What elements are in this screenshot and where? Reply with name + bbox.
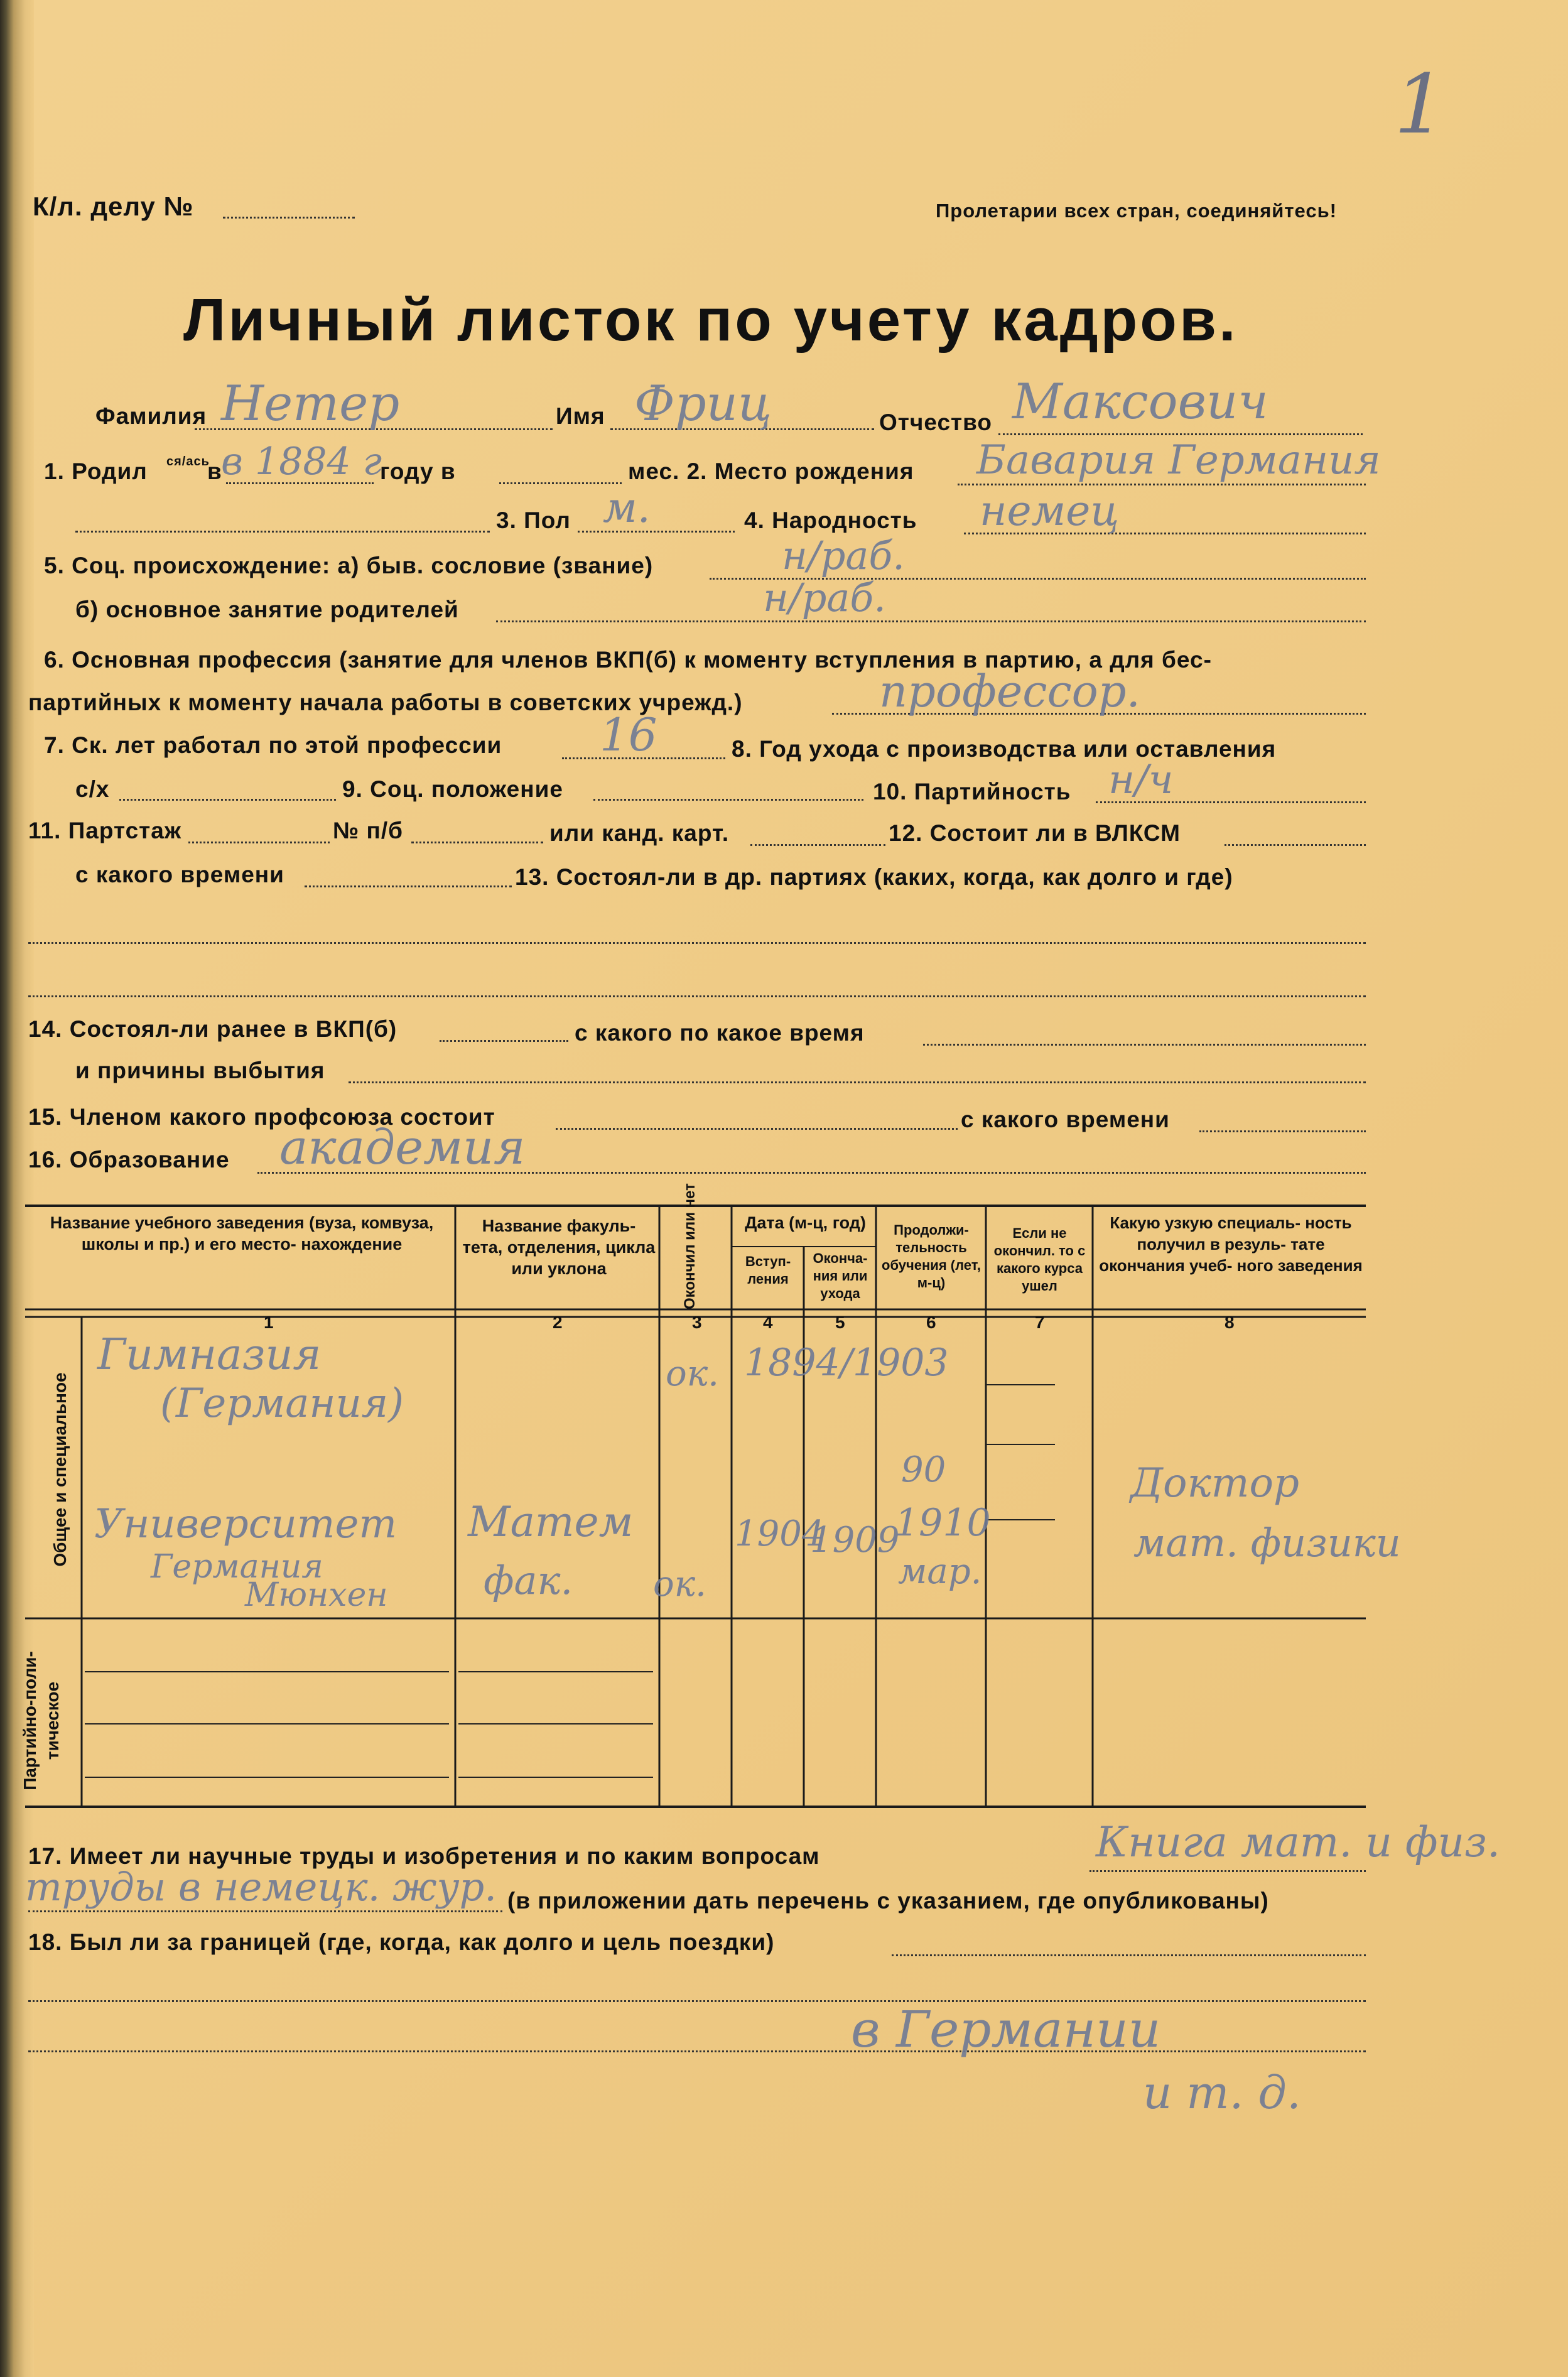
works-note: (в приложении дать перечень с указанием, где опубликованы) bbox=[507, 1888, 1269, 1914]
entry-end-2: 1909 bbox=[810, 1520, 900, 1561]
entry-month-2: мар. bbox=[898, 1551, 982, 1592]
works-value-2: труды в немецк. жур. bbox=[25, 1864, 497, 1910]
abroad-line bbox=[892, 1954, 1366, 1956]
entry-duration-mark: 90 bbox=[901, 1449, 946, 1490]
party-label: 10. Партийность bbox=[873, 779, 1071, 804]
col-number-1: 1 bbox=[264, 1313, 274, 1332]
parents-value: н/раб. bbox=[763, 575, 886, 620]
born-value: в 1884 г bbox=[221, 440, 382, 484]
header-start: Вступ- ления bbox=[745, 1253, 791, 1287]
col-number-5: 5 bbox=[835, 1313, 846, 1332]
sex-label: 3. Пол bbox=[496, 507, 571, 533]
leave-reason-label: и причины выбытия bbox=[75, 1058, 325, 1083]
entry-year-2: 1910 bbox=[895, 1501, 991, 1545]
col-number-8: 8 bbox=[1225, 1313, 1235, 1332]
born-label: 1. Родил bbox=[44, 458, 148, 484]
social-label: 9. Соц. положение bbox=[342, 776, 563, 802]
works-label: 17. Имеет ли научные труды и изобретения и по каким вопросам bbox=[28, 1843, 820, 1869]
abroad-line-2 bbox=[28, 2000, 1366, 2002]
name-value: Фриц bbox=[634, 376, 772, 432]
col-number-7: 7 bbox=[1035, 1313, 1046, 1332]
header-duration: Продолжи- тельность обучения (лет, м-ц) bbox=[882, 1222, 981, 1291]
entry-school-2-place-1: Германия bbox=[151, 1548, 323, 1586]
born-label-2: в bbox=[207, 458, 222, 484]
origin-value: н/раб. bbox=[782, 533, 905, 578]
patronymic-label: Отчество bbox=[879, 409, 993, 435]
entry-dates-1: 1894/1903 bbox=[744, 1341, 949, 1385]
name-label: Имя bbox=[556, 403, 605, 429]
vlksm-label: 12. Состоит ли в ВЛКСМ bbox=[889, 820, 1181, 846]
abroad-line-3 bbox=[28, 2050, 1366, 2052]
entry-school-1-place: (Германия) bbox=[160, 1380, 404, 1427]
col-number-4: 4 bbox=[763, 1313, 774, 1332]
case-label: К/л. делу № bbox=[33, 192, 194, 221]
party-value: н/ч bbox=[1108, 757, 1174, 803]
entry-finished-2: ок. bbox=[653, 1564, 706, 1605]
profession-label-2: партийных к моменту начала работы в советских учрежд.) bbox=[28, 690, 743, 715]
side-label-party: Партийно-поли- тическое bbox=[20, 1651, 62, 1790]
born-suffix: ся/ась bbox=[166, 455, 210, 468]
origin-label: 5. Соц. происхождение: а) быв. сословие (звание) bbox=[44, 553, 654, 578]
profession-label: 6. Основная профессия (занятие для членов ВКП(б) к моменту вступления в партию, а для бес- bbox=[44, 647, 1212, 673]
vkp-period-label: с какого по какое время bbox=[575, 1020, 865, 1046]
leave-label-2: с/х bbox=[75, 776, 110, 802]
leave-label: 8. Год ухода с производства или оставления bbox=[732, 736, 1277, 762]
profession-value: профессор. bbox=[879, 666, 1140, 717]
header-faculty: Название факуль- тета, отделения, цикла или уклона bbox=[462, 1216, 656, 1278]
entry-school-2: Университет bbox=[94, 1501, 397, 1547]
union-label: 15. Членом какого профсоюза состоит bbox=[28, 1104, 495, 1130]
works-line-2 bbox=[28, 1910, 502, 1912]
abroad-value-2: и т. д. bbox=[1143, 2066, 1301, 2119]
col-number-6: 6 bbox=[926, 1313, 937, 1332]
birthplace-label: мес. 2. Место рождения bbox=[628, 458, 914, 484]
abroad-label: 18. Был ли за границей (где, когда, как долго и цель поездки) bbox=[28, 1929, 775, 1955]
years-value: 16 bbox=[600, 708, 657, 761]
other-parties-label: 13. Состоял-ли в др. партиях (каких, когда, как долго и где) bbox=[515, 864, 1233, 890]
header-end: Оконча- ния или ухода bbox=[813, 1250, 868, 1301]
entry-faculty-1: Матем bbox=[468, 1498, 634, 1546]
entry-speciality-2: мат. физики bbox=[1133, 1520, 1401, 1566]
nationality-label: 4. Народность bbox=[744, 507, 917, 533]
header-course-left: Если не окончил. то с какого курса ушел bbox=[993, 1225, 1086, 1294]
vkp-label: 14. Состоял-ли ранее в ВКП(б) bbox=[28, 1016, 397, 1042]
header-finished: Окончил или нет bbox=[681, 1183, 698, 1309]
side-label-general: Общее и специальное bbox=[50, 1372, 70, 1567]
entry-school-1: Гимназия bbox=[97, 1330, 322, 1380]
header-speciality: Какую узкую специаль- ность получил в резуль- тате окончания учеб- ного заведения bbox=[1099, 1213, 1363, 1275]
cand-label: или канд. карт. bbox=[549, 820, 730, 846]
col-number-2: 2 bbox=[553, 1313, 563, 1332]
union-since-label: с какого времени bbox=[961, 1107, 1170, 1132]
surname-value: Нетер bbox=[221, 376, 400, 432]
corner-number: 1 bbox=[1394, 57, 1446, 152]
patronymic-value: Максович bbox=[1012, 374, 1268, 430]
surname-label: Фамилия bbox=[95, 403, 207, 429]
year-label: году в bbox=[380, 458, 456, 484]
abroad-value-1: в Германии bbox=[851, 2000, 1161, 2059]
header-institution: Название учебного заведения (вуза, комвуза, школы и пр.) и его место- нахождение bbox=[50, 1213, 434, 1253]
nationality-value: немец bbox=[980, 487, 1120, 535]
education-value: академия bbox=[279, 1119, 526, 1175]
page-title: Личный листок по учету кадров. bbox=[183, 286, 1238, 354]
education-label: 16. Образование bbox=[28, 1147, 230, 1172]
pb-label: № п/б bbox=[333, 818, 404, 843]
sex-value: м. bbox=[603, 484, 651, 532]
birthplace-value: Бавария Германия bbox=[976, 437, 1381, 484]
years-label: 7. Ск. лет работал по этой профессии bbox=[44, 732, 502, 758]
header-date: Дата (м-ц, год) bbox=[745, 1213, 866, 1232]
entry-faculty-2: фак. bbox=[484, 1557, 573, 1603]
col-number-3: 3 bbox=[692, 1313, 703, 1332]
slogan: Пролетарии всех стран, соединяйтесь! bbox=[936, 200, 1338, 222]
entry-school-2-place-2: Мюнхен bbox=[245, 1576, 388, 1614]
parents-label: б) основное занятие родителей bbox=[75, 597, 459, 622]
partstazh-label: 11. Партстаж bbox=[28, 818, 182, 843]
entry-start-2: 1904 bbox=[735, 1513, 825, 1554]
entry-speciality-1: Доктор bbox=[1130, 1460, 1299, 1507]
entry-finished-1: ок. bbox=[666, 1353, 719, 1394]
works-line bbox=[1089, 1870, 1366, 1872]
works-value-1: Книга мат. и физ. bbox=[1096, 1818, 1500, 1866]
since-label: с какого времени bbox=[75, 862, 284, 887]
